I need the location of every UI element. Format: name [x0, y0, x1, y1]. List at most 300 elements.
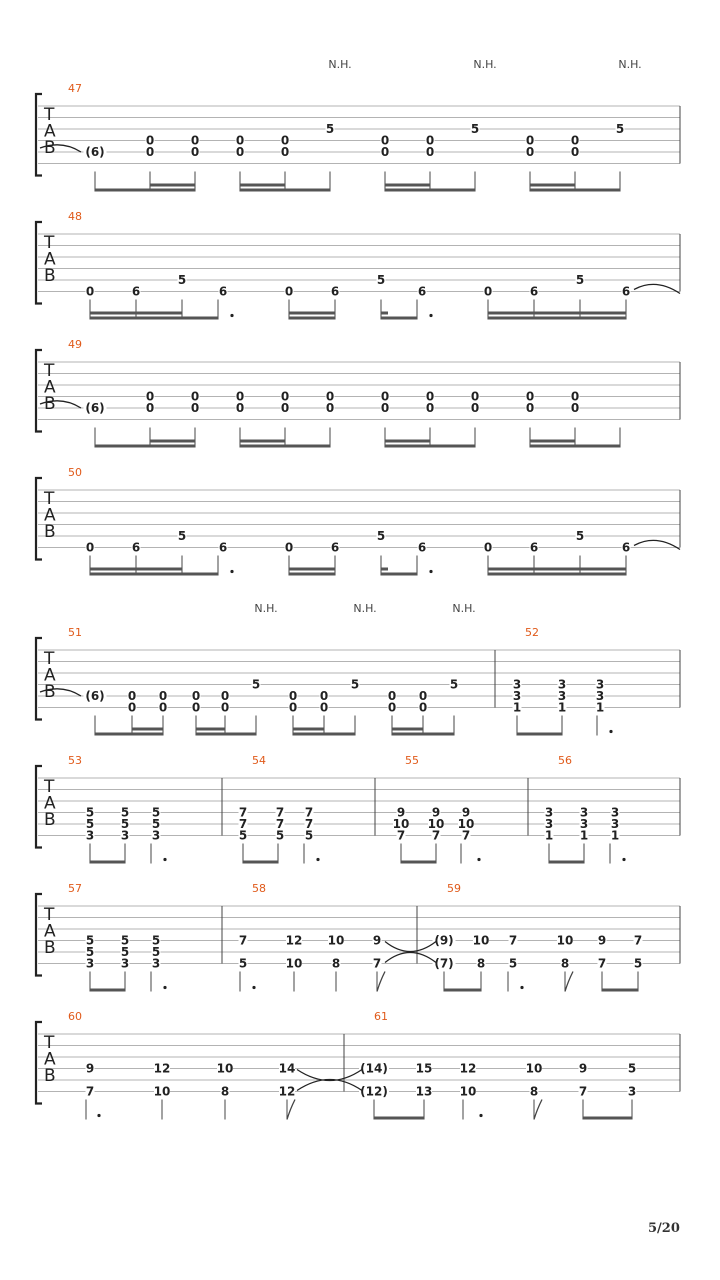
fret-number: 3	[120, 956, 130, 971]
beam	[90, 312, 182, 315]
tab-system	[36, 882, 680, 992]
fret-number: 7	[85, 1084, 95, 1099]
measure-number: 48	[68, 210, 82, 223]
note-flag	[565, 972, 573, 992]
fret-number: 0	[470, 401, 480, 415]
fret-number: 0	[470, 389, 480, 404]
fret-number: 8	[220, 1084, 230, 1099]
fret-number: 7	[372, 956, 382, 971]
tab-clef-letter: A	[44, 1049, 56, 1070]
fret-number: 3	[557, 689, 567, 703]
natural-harmonic-label: N.H.	[328, 58, 352, 71]
rhythm-dot	[429, 570, 432, 573]
note-flag	[377, 972, 385, 992]
fret-number: 5	[575, 273, 585, 287]
fret-number: 12	[278, 1084, 296, 1099]
fret-number: 0	[190, 389, 200, 404]
fret-number: 13	[415, 1084, 433, 1099]
fret-number: 3	[120, 828, 130, 843]
fret-number: 3	[512, 689, 522, 703]
beam	[150, 440, 195, 443]
fret-number: 3	[85, 956, 95, 971]
fret-number: 6	[621, 284, 631, 299]
fret-number: 9	[372, 933, 382, 948]
measure-number: 51	[68, 626, 82, 639]
fret-number: 9	[396, 805, 406, 820]
fret-number: 0	[190, 401, 200, 415]
fret-number: 14	[278, 1061, 296, 1076]
tab-system	[36, 338, 680, 448]
rhythm-dot	[622, 858, 625, 861]
fret-number: 0	[85, 540, 95, 555]
fret-number: 0	[380, 145, 390, 159]
beam	[90, 568, 182, 571]
fret-number: (12)	[360, 1084, 388, 1099]
beam	[95, 733, 163, 736]
fret-number: 3	[151, 956, 161, 971]
natural-harmonic-label: N.H.	[618, 58, 642, 71]
fret-number: 5	[120, 817, 130, 831]
beam	[530, 189, 620, 192]
fret-number: 5	[177, 273, 187, 287]
fret-number: 0	[190, 145, 200, 159]
fret-number: 7	[597, 956, 607, 971]
beam	[90, 989, 125, 992]
tab-clef-letter: T	[44, 905, 55, 925]
fret-number: 0	[288, 689, 298, 703]
beam	[95, 189, 195, 192]
beam	[90, 861, 125, 864]
tie-arc	[385, 953, 436, 963]
tab-system	[36, 754, 680, 864]
fret-number: 10	[457, 817, 475, 831]
tab-clef-letter: T	[44, 361, 55, 381]
fret-number: 0	[380, 133, 390, 148]
fret-number: 6	[131, 284, 141, 299]
beam	[240, 184, 285, 187]
fret-number: 1	[544, 828, 554, 843]
tab-system	[36, 602, 680, 736]
tab-system	[36, 1010, 680, 1120]
fret-number: 5	[120, 945, 130, 959]
fret-number: 5	[275, 828, 285, 843]
fret-number: 3	[579, 817, 589, 831]
fret-number: 5	[633, 956, 643, 971]
fret-number: 5	[151, 933, 161, 948]
rhythm-dot	[163, 858, 166, 861]
tie-arc	[634, 540, 680, 549]
fret-number: (14)	[360, 1061, 388, 1076]
rhythm-dot	[429, 314, 432, 317]
tab-clef-letter: B	[44, 138, 56, 158]
beam	[381, 312, 388, 315]
beam	[240, 440, 285, 443]
fret-number: 12	[459, 1061, 477, 1076]
fret-number: 0	[570, 133, 580, 148]
fret-number: 10	[459, 1084, 477, 1099]
tie-arc	[385, 942, 436, 952]
fret-number: 0	[387, 700, 397, 715]
fret-number: 1	[557, 700, 567, 715]
fret-number: 8	[331, 956, 341, 971]
rhythm-dot	[477, 858, 480, 861]
fret-number: 0	[127, 700, 137, 715]
fret-number: 0	[570, 389, 580, 404]
rhythm-dot	[520, 986, 523, 989]
fret-number: 0	[280, 145, 290, 159]
beam	[444, 989, 481, 992]
measure-number: 57	[68, 882, 82, 895]
fret-number: 10	[153, 1084, 171, 1099]
fret-number: 5	[325, 122, 335, 136]
beam	[392, 733, 454, 736]
measure-number: 49	[68, 338, 82, 351]
rhythm-dot	[252, 986, 255, 989]
fret-number: 0	[145, 389, 155, 404]
fret-number: 7	[275, 805, 285, 820]
fret-number: 3	[627, 1084, 637, 1099]
beam	[530, 445, 620, 448]
fret-number: 1	[595, 700, 605, 715]
measure-number: 58	[252, 882, 266, 895]
beam	[381, 317, 417, 320]
fret-number: 6	[529, 284, 539, 299]
fret-number: 0	[483, 284, 493, 299]
fret-number: 0	[280, 389, 290, 404]
measure-number: 59	[447, 882, 461, 895]
beam	[530, 440, 575, 443]
fret-number: 6	[330, 540, 340, 555]
beam	[488, 312, 626, 315]
tab-clef-letter: T	[44, 233, 55, 253]
fret-number: 5	[85, 817, 95, 831]
fret-number: 5	[575, 529, 585, 543]
fret-number: 5	[85, 933, 95, 948]
fret-number: 0	[525, 133, 535, 148]
fret-number: 15	[415, 1061, 433, 1076]
tab-clef-letter: T	[44, 649, 55, 669]
fret-number: 0	[145, 133, 155, 148]
fret-number: 0	[319, 689, 329, 703]
fret-number: 7	[275, 817, 285, 831]
fret-number: 0	[220, 700, 230, 715]
fret-number: 6	[417, 284, 427, 299]
fret-number: 5	[376, 529, 386, 543]
beam	[385, 184, 430, 187]
fret-number: 8	[560, 956, 570, 971]
beam	[240, 189, 330, 192]
beam	[243, 861, 278, 864]
tab-clef-letter: A	[44, 665, 56, 686]
fret-number: 0	[145, 145, 155, 159]
beam	[488, 573, 626, 576]
beam	[381, 573, 417, 576]
fret-number: 0	[425, 133, 435, 148]
fret-number: 3	[512, 677, 522, 692]
fret-number: 0	[191, 689, 201, 703]
fret-number: 5	[151, 945, 161, 959]
fret-number: 10	[427, 817, 445, 831]
note-flag	[534, 1100, 542, 1120]
tab-clef-letter: B	[44, 810, 56, 830]
beam	[385, 445, 475, 448]
fret-number: 5	[470, 122, 480, 136]
fret-number: 10	[525, 1061, 543, 1076]
tab-clef-letter: B	[44, 1066, 56, 1086]
fret-number: 5	[508, 956, 518, 971]
tab-clef-letter: A	[44, 121, 56, 142]
fret-number: 6	[529, 540, 539, 555]
beam	[392, 728, 423, 731]
beam	[90, 573, 218, 576]
fret-number: (6)	[85, 401, 105, 415]
natural-harmonic-label: N.H.	[254, 602, 278, 615]
tab-clef-letter: A	[44, 505, 56, 526]
tab-clef-letter: B	[44, 938, 56, 958]
beam	[196, 733, 256, 736]
beam	[488, 568, 626, 571]
fret-number: 0	[280, 133, 290, 148]
fret-number: 8	[529, 1084, 539, 1099]
measure-number: 52	[525, 626, 539, 639]
beam	[240, 445, 330, 448]
fret-number: 1	[610, 828, 620, 843]
fret-number: 10	[392, 817, 410, 831]
fret-number: 0	[235, 133, 245, 148]
beam	[289, 573, 335, 576]
beam	[293, 728, 324, 731]
fret-number: 10	[472, 933, 490, 948]
beam	[385, 189, 475, 192]
fret-number: 3	[610, 805, 620, 820]
fret-number: 6	[218, 284, 228, 299]
tab-system	[36, 210, 680, 320]
tab-clef-letter: A	[44, 377, 56, 398]
fret-number: 5	[177, 529, 187, 543]
fret-number: 9	[85, 1061, 95, 1076]
fret-number: 0	[127, 689, 137, 703]
tab-system	[36, 58, 680, 192]
rhythm-dot	[230, 314, 233, 317]
fret-number: 5	[120, 805, 130, 820]
rhythm-dot	[609, 730, 612, 733]
fret-number: 5	[376, 273, 386, 287]
fret-number: 5	[350, 677, 360, 692]
fret-number: (6)	[85, 689, 105, 703]
fret-number: 5	[627, 1061, 637, 1076]
tab-clef-letter: T	[44, 105, 55, 125]
measure-number: 47	[68, 82, 82, 95]
beam	[95, 445, 195, 448]
fret-number: 0	[280, 401, 290, 415]
fret-number: 5	[615, 122, 625, 136]
fret-number: 3	[151, 828, 161, 843]
fret-number: 3	[544, 817, 554, 831]
beam	[385, 440, 430, 443]
beam	[583, 1117, 632, 1120]
fret-number: 0	[525, 389, 535, 404]
rhythm-dot	[97, 1114, 100, 1117]
beam	[196, 728, 225, 731]
fret-number: 12	[285, 933, 303, 948]
fret-number: 0	[425, 401, 435, 415]
fret-number: 0	[325, 401, 335, 415]
fret-number: 0	[158, 700, 168, 715]
fret-number: 5	[449, 677, 459, 692]
note-flag	[287, 1100, 295, 1120]
fret-number: 0	[570, 145, 580, 159]
fret-number: 0	[284, 284, 294, 299]
fret-number: 7	[396, 828, 406, 843]
tab-clef-letter: B	[44, 266, 56, 286]
fret-number: 8	[476, 956, 486, 971]
fret-number: (9)	[434, 933, 454, 948]
tab-clef-letter: T	[44, 777, 55, 797]
fret-number: (6)	[85, 145, 105, 159]
fret-number: 6	[417, 540, 427, 555]
beam	[401, 861, 436, 864]
rhythm-dot	[316, 858, 319, 861]
fret-number: 5	[238, 956, 248, 971]
fret-number: 5	[151, 817, 161, 831]
fret-number: 10	[216, 1061, 234, 1076]
fret-number: 0	[570, 401, 580, 415]
beam	[289, 317, 335, 320]
tab-clef-letter: A	[44, 793, 56, 814]
fret-number: 0	[525, 145, 535, 159]
beam	[289, 568, 335, 571]
fret-number: 5	[304, 828, 314, 843]
tab-clef-letter: T	[44, 489, 55, 509]
tab-clef-letter: B	[44, 682, 56, 702]
fret-number: 10	[327, 933, 345, 948]
beam	[293, 733, 355, 736]
rhythm-dot	[230, 570, 233, 573]
fret-number: 5	[85, 805, 95, 820]
fret-number: 7	[461, 828, 471, 843]
fret-number: 7	[431, 828, 441, 843]
fret-number: 0	[483, 540, 493, 555]
fret-number: 9	[431, 805, 441, 820]
fret-number: 3	[557, 677, 567, 692]
natural-harmonic-label: N.H.	[353, 602, 377, 615]
measure-number: 50	[68, 466, 82, 479]
measure-number: 54	[252, 754, 266, 767]
rhythm-dot	[479, 1114, 482, 1117]
fret-number: 0	[235, 145, 245, 159]
tab-clef-letter: T	[44, 1033, 55, 1053]
fret-number: 0	[418, 689, 428, 703]
measure-number: 55	[405, 754, 419, 767]
fret-number: 0	[158, 689, 168, 703]
natural-harmonic-label: N.H.	[473, 58, 497, 71]
fret-number: 5	[238, 828, 248, 843]
fret-number: 0	[325, 389, 335, 404]
fret-number: 5	[85, 945, 95, 959]
beam	[90, 317, 218, 320]
fret-number: 10	[285, 956, 303, 971]
fret-number: 0	[288, 700, 298, 715]
fret-number: 0	[525, 401, 535, 415]
beam	[289, 312, 335, 315]
fret-number: 1	[579, 828, 589, 843]
fret-number: 7	[238, 805, 248, 820]
beam	[530, 184, 575, 187]
fret-number: 3	[85, 828, 95, 843]
page-number: 5/20	[648, 1221, 680, 1236]
fret-number: 9	[578, 1061, 588, 1076]
fret-number: 0	[380, 389, 390, 404]
tie-arc	[297, 1070, 362, 1081]
fret-number: 0	[418, 700, 428, 715]
fret-number: 3	[610, 817, 620, 831]
fret-number: 0	[235, 401, 245, 415]
fret-number: 6	[218, 540, 228, 555]
fret-number: 0	[425, 145, 435, 159]
fret-number: 5	[120, 933, 130, 948]
tab-clef-letter: B	[44, 522, 56, 542]
fret-number: (7)	[434, 956, 454, 971]
fret-number: 0	[284, 540, 294, 555]
tab-system	[36, 466, 680, 576]
fret-number: 7	[578, 1084, 588, 1099]
fret-number: 6	[131, 540, 141, 555]
fret-number: 0	[191, 700, 201, 715]
tab-clef-letter: A	[44, 921, 56, 942]
fret-number: 0	[220, 689, 230, 703]
measure-number: 53	[68, 754, 82, 767]
fret-number: 6	[330, 284, 340, 299]
fret-number: 3	[544, 805, 554, 820]
fret-number: 1	[512, 700, 522, 715]
beam	[517, 733, 562, 736]
fret-number: 0	[235, 389, 245, 404]
fret-number: 0	[380, 401, 390, 415]
fret-number: 7	[304, 817, 314, 831]
beam	[381, 568, 388, 571]
fret-number: 3	[579, 805, 589, 820]
measure-number: 60	[68, 1010, 82, 1023]
fret-number: 0	[145, 401, 155, 415]
fret-number: 6	[621, 540, 631, 555]
fret-number: 7	[633, 933, 643, 948]
fret-number: 7	[238, 933, 248, 948]
beam	[150, 184, 195, 187]
fret-number: 5	[151, 805, 161, 820]
measure-number: 56	[558, 754, 572, 767]
fret-number: 5	[251, 677, 261, 692]
fret-number: 3	[595, 689, 605, 703]
fret-number: 0	[319, 700, 329, 715]
beam	[488, 317, 626, 320]
beam	[132, 728, 163, 731]
fret-number: 10	[556, 933, 574, 948]
fret-number: 0	[425, 389, 435, 404]
tab-clef-letter: B	[44, 394, 56, 414]
rhythm-dot	[163, 986, 166, 989]
natural-harmonic-label: N.H.	[452, 602, 476, 615]
fret-number: 0	[387, 689, 397, 703]
beam	[549, 861, 584, 864]
fret-number: 0	[85, 284, 95, 299]
fret-number: 3	[595, 677, 605, 692]
fret-number: 12	[153, 1061, 171, 1076]
tab-clef-letter: A	[44, 249, 56, 270]
tie-arc	[634, 284, 680, 293]
tie-arc	[297, 1080, 362, 1091]
fret-number: 9	[461, 805, 471, 820]
beam	[374, 1117, 424, 1120]
